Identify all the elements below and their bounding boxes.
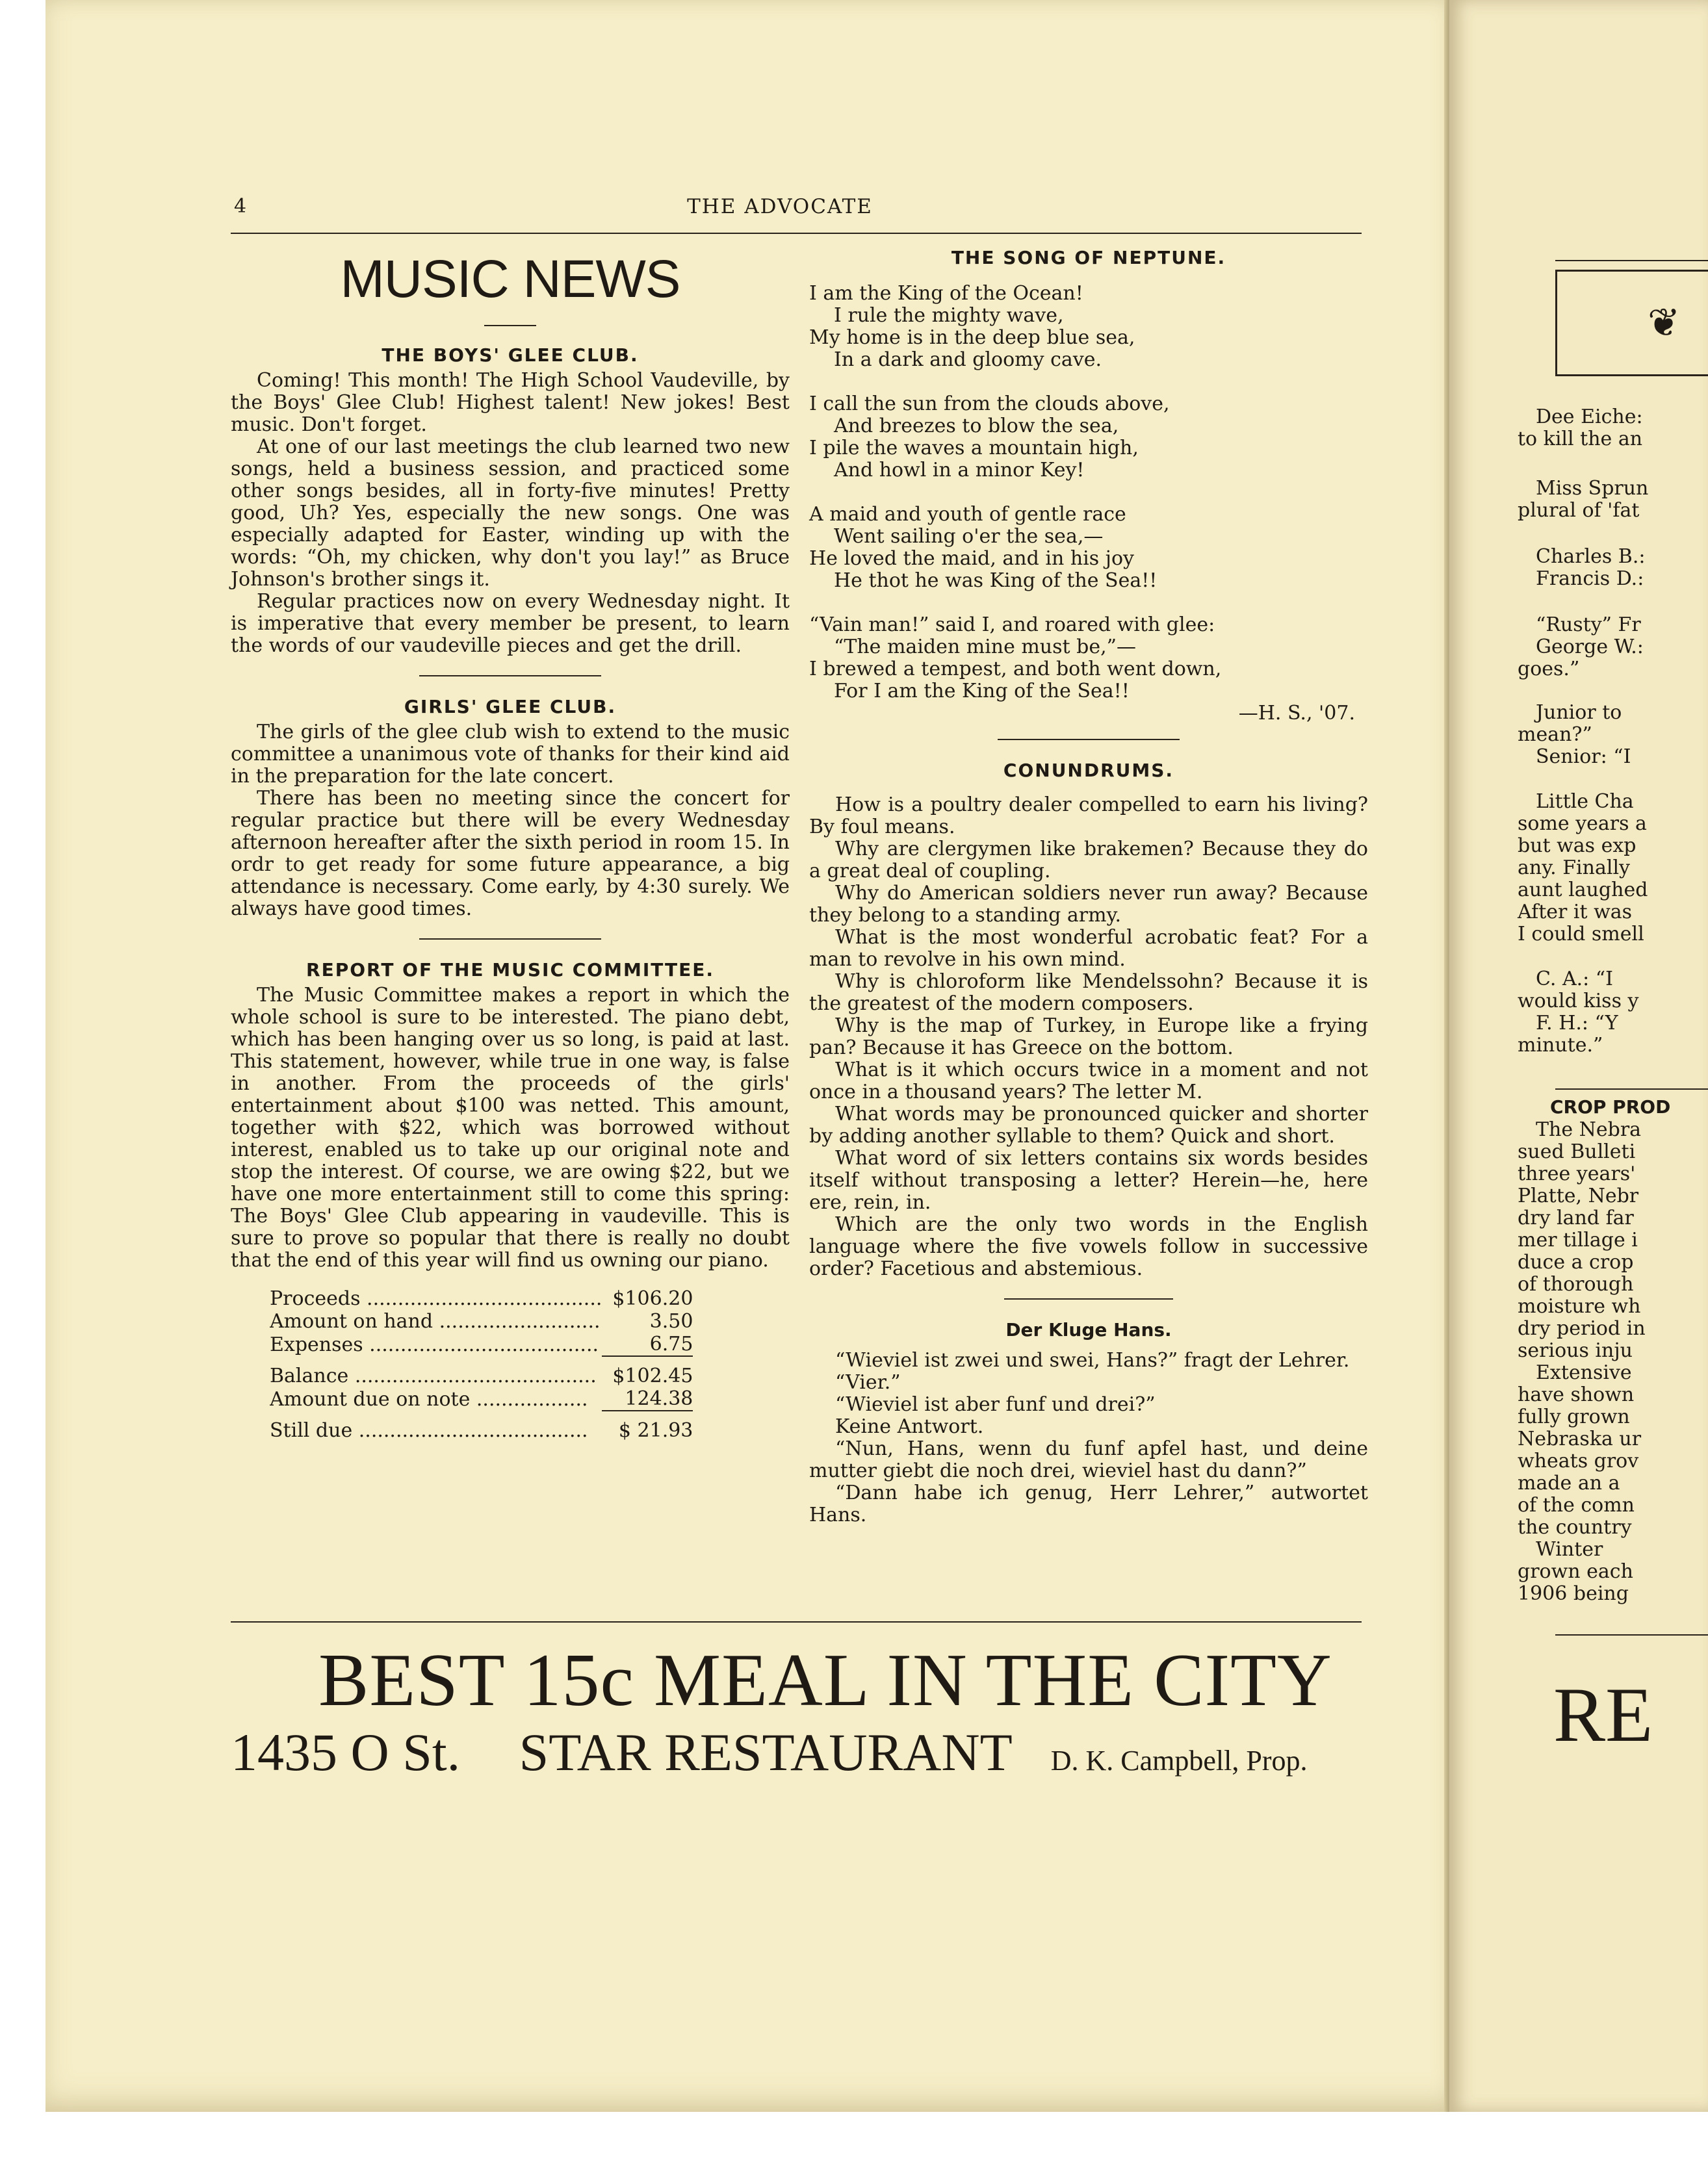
divider (419, 675, 601, 676)
ad-address: 1435 O St. (231, 1723, 461, 1782)
next-page-line: minute.” (1518, 1034, 1603, 1057)
next-page-line: George W.: (1536, 636, 1644, 658)
conundrum: What is it which occurs twice in a moment and not once in a thousand years? The letter M. (809, 1059, 1368, 1103)
next-page-line: Winter (1536, 1538, 1603, 1561)
right-column (809, 247, 1368, 1526)
table-row (270, 1333, 693, 1356)
poem-line: He thot he was King of the Sea!! (834, 569, 1158, 592)
section-heading: REPORT OF THE MUSIC COMMITTEE. (306, 959, 714, 981)
section-heading: CONUNDRUMS. (1003, 760, 1174, 781)
next-page-line: mer tillage i (1518, 1229, 1638, 1252)
next-page-line: Nebraska ur (1518, 1428, 1642, 1450)
next-page-line: Dee Eiche: (1536, 405, 1643, 428)
next-page-line: Platte, Nebr (1518, 1185, 1639, 1207)
next-page-line: Little Cha (1536, 790, 1634, 813)
next-page-line: 1906 being (1518, 1582, 1629, 1605)
poem-stanza (809, 614, 1368, 702)
next-page-line: I could smell (1518, 923, 1644, 945)
next-page-line: mean?” (1518, 723, 1592, 746)
divider (419, 938, 601, 940)
paragraph: There has been no meeting since the concert for regular practice but there will be every Wednesday afternoon hereafter after the sixth period in room 15. In ordr to get ready for some future appearance, a big attendance is necessary. Come early, by 4:30 surely. We always have good times. (231, 787, 790, 920)
poem-line: I rule the mighty wave, (834, 304, 1064, 327)
conundrum: Why do American soldiers never run away? Because they belong to a standing army. (809, 882, 1368, 927)
poem-line: For I am the King of the Sea!! (834, 680, 1130, 702)
ad-restaurant-name: STAR RESTAURANT (519, 1723, 1012, 1782)
account-value: 6.75 (649, 1333, 693, 1355)
running-title: THE ADVOCATE (687, 195, 873, 218)
next-page-line: of thorough (1518, 1273, 1634, 1296)
paragraph: “Dann habe ich genug, Herr Lehrer,” autwortet Hans. (809, 1482, 1368, 1526)
account-value: $106.20 (612, 1287, 693, 1310)
next-page-line: the country (1518, 1516, 1632, 1539)
account-value: 124.38 (625, 1387, 693, 1410)
account-label: Balance ....................................... (270, 1364, 597, 1387)
table-row (270, 1287, 693, 1310)
account-label: Still due ..................................... (270, 1419, 588, 1442)
divider (998, 739, 1180, 740)
poem-stanza (809, 504, 1368, 592)
account-label: Amount on hand .......................... (270, 1310, 601, 1333)
next-page-line: F. H.: “Y (1536, 1012, 1618, 1034)
ad-details (231, 1722, 1308, 1783)
conundrum: Why are clergymen like brakemen? Because they do a great deal of coupling. (809, 838, 1368, 882)
divider (1004, 1298, 1173, 1300)
next-page-line: After it was (1518, 901, 1633, 923)
poem-signature: —H. S., '07. (1238, 702, 1355, 725)
ad-proprietor: D. K. Campbell, Prop. (1050, 1745, 1308, 1777)
next-page-line: dry period in (1518, 1317, 1646, 1340)
next-page-line: aunt laughed (1518, 879, 1648, 901)
conundrum: What words may be pronounced quicker and shorter by adding another syllable to them? Quick and short. (809, 1103, 1368, 1148)
poem-stanza (809, 393, 1368, 482)
poem-stanza (809, 283, 1368, 371)
account-value: 3.50 (649, 1310, 693, 1333)
poem-line: I brewed a tempest, and both went down, (809, 658, 1222, 680)
conundrum: Why is the map of Turkey, in Europe like a frying pan? Because it has Greece on the bottom. (809, 1014, 1368, 1059)
next-page-line: Senior: “I (1536, 745, 1631, 768)
next-page-line: would kiss y (1518, 990, 1639, 1012)
conundrum: What word of six letters contains six words besides itself without transposing a letter? Herein—he, here ere, rein, in. (809, 1147, 1368, 1214)
next-page-line: “Rusty” Fr (1536, 613, 1641, 636)
poem-line: A maid and youth of gentle race (809, 503, 1126, 526)
paragraph: “Wieviel ist zwei und swei, Hans?” fragt der Lehrer. (835, 1349, 1350, 1372)
next-page-line: Junior to (1536, 701, 1622, 724)
next-page-heading: CROP PROD (1550, 1096, 1671, 1118)
section-heading: THE BOYS' GLEE CLUB. (382, 344, 639, 366)
section-heading: GIRLS' GLEE CLUB. (404, 696, 617, 717)
paragraph: Keine Antwort. (835, 1415, 984, 1438)
ad-headline: BEST 15c MEAL IN THE CITY (318, 1639, 1332, 1722)
account-label: Proceeds ...................................... (270, 1287, 602, 1310)
next-page-line: made an a (1518, 1472, 1620, 1495)
ornament-icon: ❦ (1648, 300, 1681, 346)
poem-line: He loved the maid, and in his joy (809, 547, 1134, 570)
next-page-ad-text: RE (1553, 1671, 1653, 1758)
next-page-line: duce a crop (1518, 1251, 1634, 1274)
section-heading: THE SONG OF NEPTUNE. (951, 247, 1226, 268)
next-page-line: some years a (1518, 812, 1647, 835)
next-page-line: serious inju (1518, 1339, 1633, 1362)
paragraph: “Vier.” (835, 1371, 901, 1394)
next-page-line: of the comn (1518, 1494, 1635, 1517)
account-value: $ 21.93 (602, 1411, 693, 1442)
next-page-line: Miss Sprun (1536, 477, 1649, 500)
next-page-rule (1555, 1634, 1708, 1636)
account-label: Expenses ..................................... (270, 1333, 599, 1356)
left-column (231, 247, 790, 1442)
next-page-line: fully grown (1518, 1406, 1630, 1428)
paragraph: Coming! This month! The High School Vaudeville, by the Boys' Glee Club! Highest talent! New jokes! Best music. Don't forget. (231, 369, 790, 436)
next-page-line: grown each (1518, 1560, 1633, 1583)
next-page-line: sued Bulleti (1518, 1140, 1636, 1163)
next-page-line: C. A.: “I (1536, 968, 1613, 990)
next-page-line: to kill the an (1518, 428, 1643, 450)
footer-rule (231, 1621, 1362, 1623)
next-page-line: dry land far (1518, 1207, 1634, 1229)
table-row (270, 1411, 693, 1442)
page-title: MUSIC NEWS (340, 250, 680, 309)
paragraph: “Nun, Hans, wenn du funf apfel hast, und deine mutter giebt die noch drei, wieviel hast du dann?” (809, 1437, 1368, 1482)
next-page-line: wheats grov (1518, 1450, 1639, 1472)
next-page-line: Extensive (1536, 1361, 1632, 1384)
paragraph: The girls of the glee club wish to extend to the music committee a unanimous vote of thanks for their kind aid in the preparation for the late concert. (231, 721, 790, 788)
poem-line: I am the King of the Ocean! (809, 282, 1083, 305)
next-page-rule (1555, 260, 1708, 261)
poem-line: In a dark and gloomy cave. (834, 348, 1102, 371)
next-page-line: plural of 'fat (1518, 499, 1640, 522)
conundrum: Which are the only two words in the English language where the five vowels follow in successive order? Facetious and abstemious. (809, 1213, 1368, 1280)
poem-line: And howl in a minor Key! (834, 459, 1085, 482)
conundrum: What is the most wonderful acrobatic feat? For a man to revolve in his own mind. (809, 926, 1368, 971)
accounts-table (270, 1287, 693, 1442)
next-page-line: have shown (1518, 1383, 1635, 1406)
paragraph: “Wieviel ist aber funf und drei?” (835, 1393, 1156, 1416)
background (0, 2112, 1708, 2184)
next-page-line: any. Finally (1518, 856, 1630, 879)
paragraph: Regular practices now on every Wednesday night. It is imperative that every member be present, to learn the words of our vaudeville pieces and get the drill. (231, 590, 790, 657)
page-number: 4 (234, 195, 247, 218)
next-page-line: but was exp (1518, 834, 1637, 857)
next-page-line: Charles B.: (1536, 545, 1646, 568)
poem-line: I pile the waves a mountain high, (809, 437, 1139, 459)
account-value: $102.45 (602, 1356, 693, 1387)
next-page-line: Francis D.: (1536, 567, 1644, 590)
conundrum: How is a poultry dealer compelled to earn his living? By foul means. (809, 793, 1368, 838)
section-heading: Der Kluge Hans. (1005, 1319, 1172, 1341)
poem-line: I call the sun from the clouds above, (809, 392, 1170, 415)
poem-line: “The maiden mine must be,”— (834, 636, 1136, 658)
next-page-line: moisture wh (1518, 1295, 1641, 1318)
next-page-line: three years' (1518, 1163, 1636, 1185)
next-page-line: goes.” (1518, 658, 1580, 680)
table-row (270, 1387, 693, 1411)
title-rule (484, 325, 536, 326)
next-page-rule (1555, 1088, 1708, 1090)
poem-line: My home is in the deep blue sea, (809, 326, 1135, 349)
poem-line: Went sailing o'er the sea,— (834, 525, 1104, 548)
conundrum: Why is chloroform like Mendelssohn? Because it is the greatest of the modern composers. (809, 970, 1368, 1015)
poem-line: And breezes to blow the sea, (834, 415, 1119, 437)
account-label: Amount due on note .................. (270, 1387, 588, 1411)
paragraph: At one of our last meetings the club learned two new songs, held a business session, and practiced some other songs besides, all in forty-five minutes! Pretty good, Uh? Yes, especially the new songs. One was especially adapted for Easter, winding up with the words: “Oh, my chicken, why don't you lay!” as Bruce Johnson's brother sings it. (231, 435, 790, 591)
next-page-line: The Nebra (1536, 1118, 1642, 1141)
table-row (270, 1356, 693, 1387)
paragraph: The Music Committee makes a report in which the whole school is sure to be interested. The piano debt, which has been hanging over us so long, is paid at last. This statement, however, while true in one way, is false in another. From the proceeds of the girls' entertainment about $100 was netted. This amount, together with $22, which was borrowed without interest, enabled us to take up our original note and stop the interest. Of course, we are owing $22, but we have one more entertainment still to come this spring: The Boys' Glee Club appearing in vaudeville. This is sure to prove so popular that there is really no doubt that the end of this year will find us owning our piano. (231, 984, 790, 1272)
poem-line: “Vain man!” said I, and roared with glee: (809, 613, 1215, 636)
next-page-ornament-box (1555, 270, 1708, 376)
header-rule (231, 233, 1362, 234)
table-row (270, 1310, 693, 1333)
